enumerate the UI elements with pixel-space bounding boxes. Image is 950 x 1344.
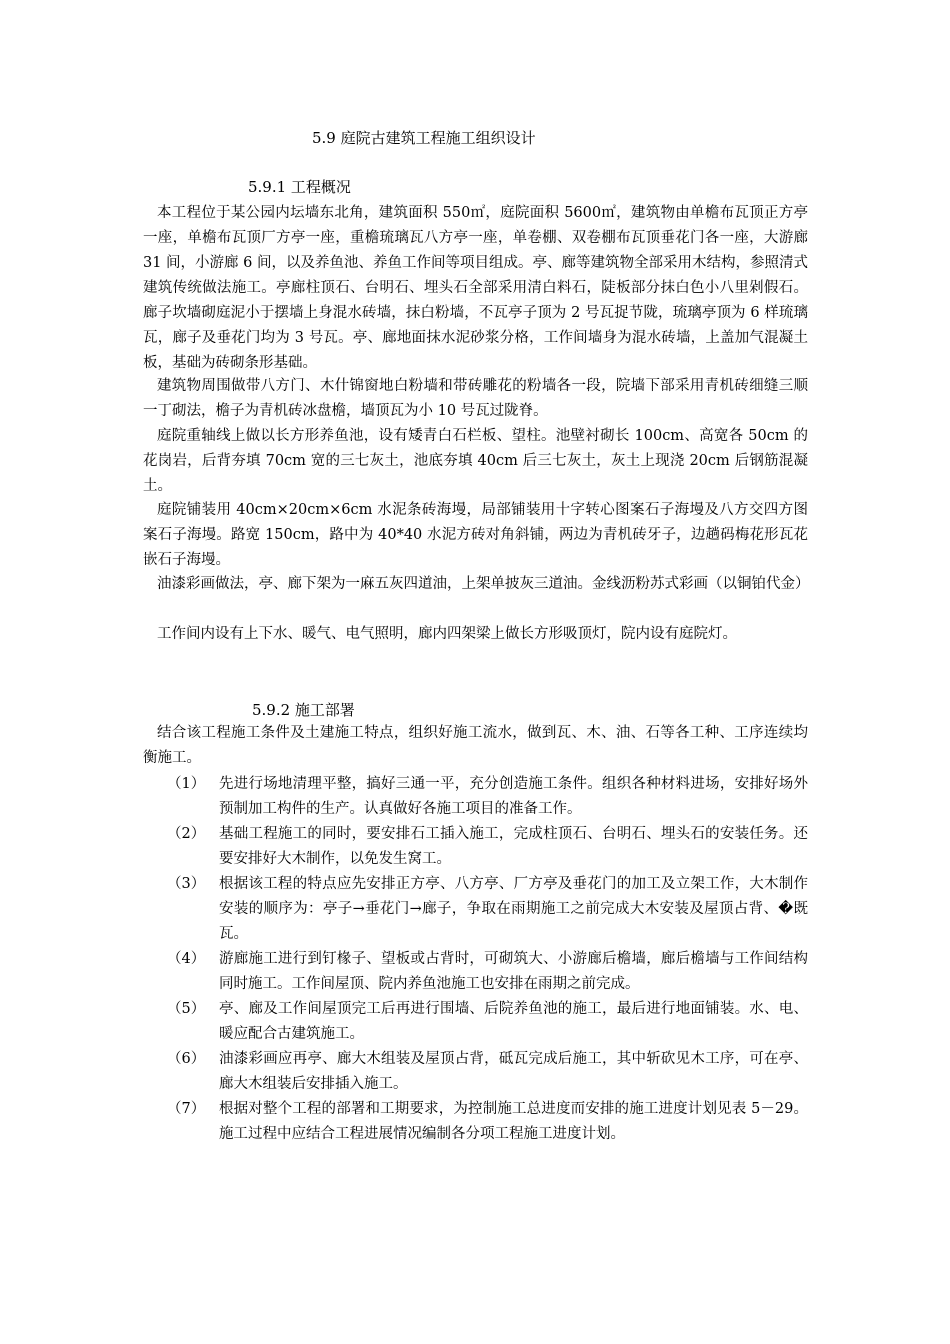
list-item	[143, 772, 808, 822]
list-item	[143, 1047, 808, 1097]
list-item	[143, 1097, 808, 1147]
list-item-text: 先进行场地清理平整，搞好三通一平，充分创造施工条件。组织各种材料进场，安排好场外预制加工构件的生产。认真做好各施工项目的准备工作。	[219, 776, 808, 817]
paragraph: 油漆彩画做法，亭、廊下架为一麻五灰四道油，上架单披灰三道油。金线沥粉苏式彩画（以铜铂代金）	[157, 576, 810, 592]
list-item	[143, 872, 808, 947]
list-item	[143, 997, 808, 1047]
list-item-number: （3）	[167, 876, 206, 892]
list-item-number: （1）	[167, 776, 206, 792]
paragraph: 庭院铺装用 40cm×20cm×6cm 水泥条砖海墁，局部铺装用十字转心图案石子海墁及八方交四方图案石子海墁。路宽 150cm，路中为 40*40 水泥方砖对角斜铺，两边为青机砖牙子，边趟码梅花形瓦花嵌石子海墁。	[143, 502, 808, 568]
list-item-text: 根据该工程的特点应先安排正方亭、八方亭、厂方亭及垂花门的加工及立架工作，大木制作安装的顺序为：亭子→垂花门→廊子，争取在雨期施工之前完成大木安装及屋顶占背、�既瓦。	[219, 876, 808, 942]
paragraph: 结合该工程施工条件及土建施工特点，组织好施工流水，做到瓦、木、油、石等各工种、工序连续均衡施工。	[143, 725, 808, 766]
list-item	[143, 822, 808, 872]
list-item-text: 油漆彩画应再亭、廊大木组装及屋顶占背，砥瓦完成后施工，其中斩砍见木工序，可在亭、廊大木组装后安排插入施工。	[219, 1051, 808, 1092]
list-item-number: （4）	[167, 951, 206, 967]
paragraph: 工作间内设有上下水、暖气、电气照明，廊内四架梁上做长方形吸顶灯，院内设有庭院灯。	[157, 626, 737, 642]
paragraph: 本工程位于某公园内坛墙东北角，建筑面积 550㎡，庭院面积 5600㎡，建筑物由单檐布瓦顶正方亭一座，单檐布瓦顶厂方亭一座，重檐琉璃瓦八方亭一座，单卷棚、双卷棚布瓦顶垂花门各一座，大游廊 31 间，小游廊 6 间，以及养鱼池、养鱼工作间等项目组成。亭、廊等建筑物全部采用木结构，参照清式建筑传统做法施工。亭廊柱顶石、台明石、埋头石全部采用清白料石，陡板部分抹白色小八里剁假石。廊子坎墙砌庭泥小于摆墙上身混水砖墙，抹白粉墙，不瓦亭子顶为 2 号瓦捉节陇，琉璃亭顶为 6 样琉璃瓦，廊子及垂花门均为 3 号瓦。亭、廊地面抹水泥砂浆分格，工作间墙身为混水砖墙，上盖加气混凝土板，基础为砖砌条形基础。	[143, 205, 808, 371]
page-title: 5.9 庭院古建筑工程施工组织设计	[312, 129, 536, 147]
list-item-text: 基础工程施工的同时，要安排石工插入施工，完成柱顶石、台明石、埋头石的安装任务。还要安排好大木制作，以免发生窝工。	[219, 826, 808, 867]
section-heading-overview: 5.9.1 工程概况	[248, 178, 351, 196]
paragraph: 建筑物周围做带八方门、木什锦窗地白粉墙和带砖雕花的粉墙各一段，院墙下部采用青机砖细缝三顺一丁砌法，檐子为青机砖冰盘檐，墙顶瓦为小 10 号瓦过陇脊。	[143, 378, 808, 419]
paragraph: 庭院重轴线上做以长方形养鱼池，设有矮青白石栏板、望柱。池壁衬砌长 100cm、高宽各 50cm 的花岗岩，后背夯填 70cm 宽的三七灰土，池底夯填 40cm 后三七灰土，灰土上现浇 20cm 后钢筋混凝土。	[143, 428, 808, 494]
list-item-number: （7）	[167, 1101, 206, 1117]
section-heading-deployment: 5.9.2 施工部署	[252, 701, 355, 719]
list-item-number: （6）	[167, 1051, 206, 1067]
list-item-number: （5）	[167, 1001, 206, 1017]
list-item-text: 游廊施工进行到钉椽子、望板或占背时，可砌筑大、小游廊后檐墙，廊后檐墙与工作间结构同时施工。工作间屋顶、院内养鱼池施工也安排在雨期之前完成。	[219, 951, 808, 992]
list-item-text: 亭、廊及工作间屋顶完工后再进行围墙、后院养鱼池的施工，最后进行地面铺装。水、电、暖应配合古建筑施工。	[219, 1001, 808, 1042]
list-item	[143, 947, 808, 997]
list-item-text: 根据对整个工程的部署和工期要求，为控制施工总进度而安排的施工进度计划见表 5－29。施工过程中应结合工程进展情况编制各分项工程施工进度计划。	[219, 1101, 808, 1142]
deployment-list	[143, 772, 808, 1147]
list-item-number: （2）	[167, 826, 206, 842]
